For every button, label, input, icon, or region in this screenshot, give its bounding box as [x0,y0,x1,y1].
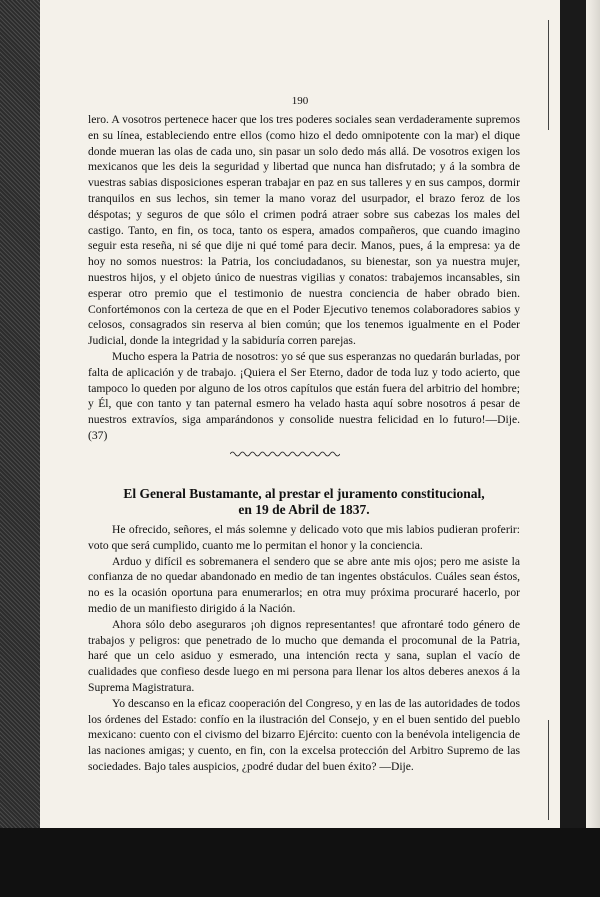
scan-background-bottom [0,828,600,897]
page-number: 190 [291,95,309,107]
section-heading [88,486,520,518]
paragraph: Arduo y difícil es sobremanera el sendero que se abre ante mis ojos; pero me asiste la confianza de no quedar abandonado en medio de tan ingentes obstáculos. Cuáles sean éstos, no es la ocasión oportuna para enumerarlos; en otra muy próxima procuraré hacerlo, por medio de un manifiesto dirigido á la Nación. [88,554,520,615]
page-gutter-shadow [586,0,600,828]
speech-text [88,522,520,775]
paragraph: Ahora sólo debo aseguraros ¡oh dignos representantes! que afrontaré todo género de trabajos y peligros: que penetrado de lo mucho que demanda el procomunal de la Patria, haré que un celo asiduo y esmerado, una intención recta y sana, suplan el vacío de cualidades que confieso desde luego en mi persona para llenar los altos deberes anexos á la Suprema Magistratura. [88,617,520,694]
book-page [40,0,560,828]
scan-edge-mark [548,720,549,820]
paragraph: Yo descanso en la eficaz cooperación del Congreso, y en las de las autoridades de todos los órdenes del Estado: confío en la ilustración del Consejo, y en el buen sentido del pueblo mexicano: cuento con el civismo del bizarro Ejército: cuento con la benévola inteligencia de las naciones amigas; y cuento, en fin, con la excelsa protección del Arbitro Supremo de las sociedades. Bajo tales auspicios, ¿podré dudar del buen éxito? —Dije. [88,696,520,773]
heading-line-1: El General Bustamante, al prestar el juramento constitucional, [123,486,485,501]
paragraph: lero. A vosotros pertenece hacer que los tres poderes sociales sean verdaderamente supremos en su línea, estableciendo entre ellos (como hizo el dedo omnipotente con la mar) el dique donde mueran las olas de cada uno, sin pasar un solo dedo más allá. De vosotros exigen los mexicanos que les deis la seguridad y libertad que nunca han disfrutado; y á la sombra de vuestras sabias disposiciones esperan trabajar en paz en sus talleres y en sus campos, dormir tranquilos en sus lechos, sin temer la mano voraz del usurpador, el brazo feroz de los déspotas; y seguros de que sólo el crimen podrá atraer sobre sus cabezas los males del castigo. Tanto, en fin, os toca, tanto os espera, amados compañeros, que cuando imagino seguir esta reseña, ni sé que dije ni qué tomé para decir. Manos, pues, á la empresa: ya de hoy no somos nuestros: la Patria, los conciudadanos, su bienestar, son ya nuestra mujer, nuestros hijos, y el objeto único de nuestras vigilias y conatos: trabajemos incansables, sin esperar otro premio que el testimonio de nuestra conciencia de haber obrado bien. Confortémonos con la certeza de que en el Poder Ejecutivo tenemos colaboradores sabios y celosos, consagrados sin reserva al bien común; que los tenemos igualmente en el Poder Judicial, donde la integridad y la sabiduría corren parejas. [88,113,520,348]
scan-edge-mark [548,20,549,130]
continuation-text [88,112,520,444]
heading-line-2: en 19 de Abril de 1837. [238,502,370,517]
paragraph: Mucho espera la Patria de nosotros: yo sé que sus esperanzas no quedarán burladas, por falta de aplicación y de trabajo. ¡Quiera el Ser Eterno, dador de toda luz y todo acierto, que tampoco lo queden por alguno de los otros capítulos que están fuera del arbitrio del hombre; y Él, que con tanto y tan paternal esmero ha velado hasta aquí sobre nosotros á pesar de nuestros extravíos, siga amparándonos y consolide nuestra felicidad en lo futuro!—Dije. (37) [88,349,520,442]
section-divider-ornament [230,450,340,458]
paragraph: He ofrecido, señores, el más solemne y delicado voto que mis labios pudieran proferir: voto que será cumplido, cuanto me lo permitan el honor y la conciencia. [88,523,520,552]
